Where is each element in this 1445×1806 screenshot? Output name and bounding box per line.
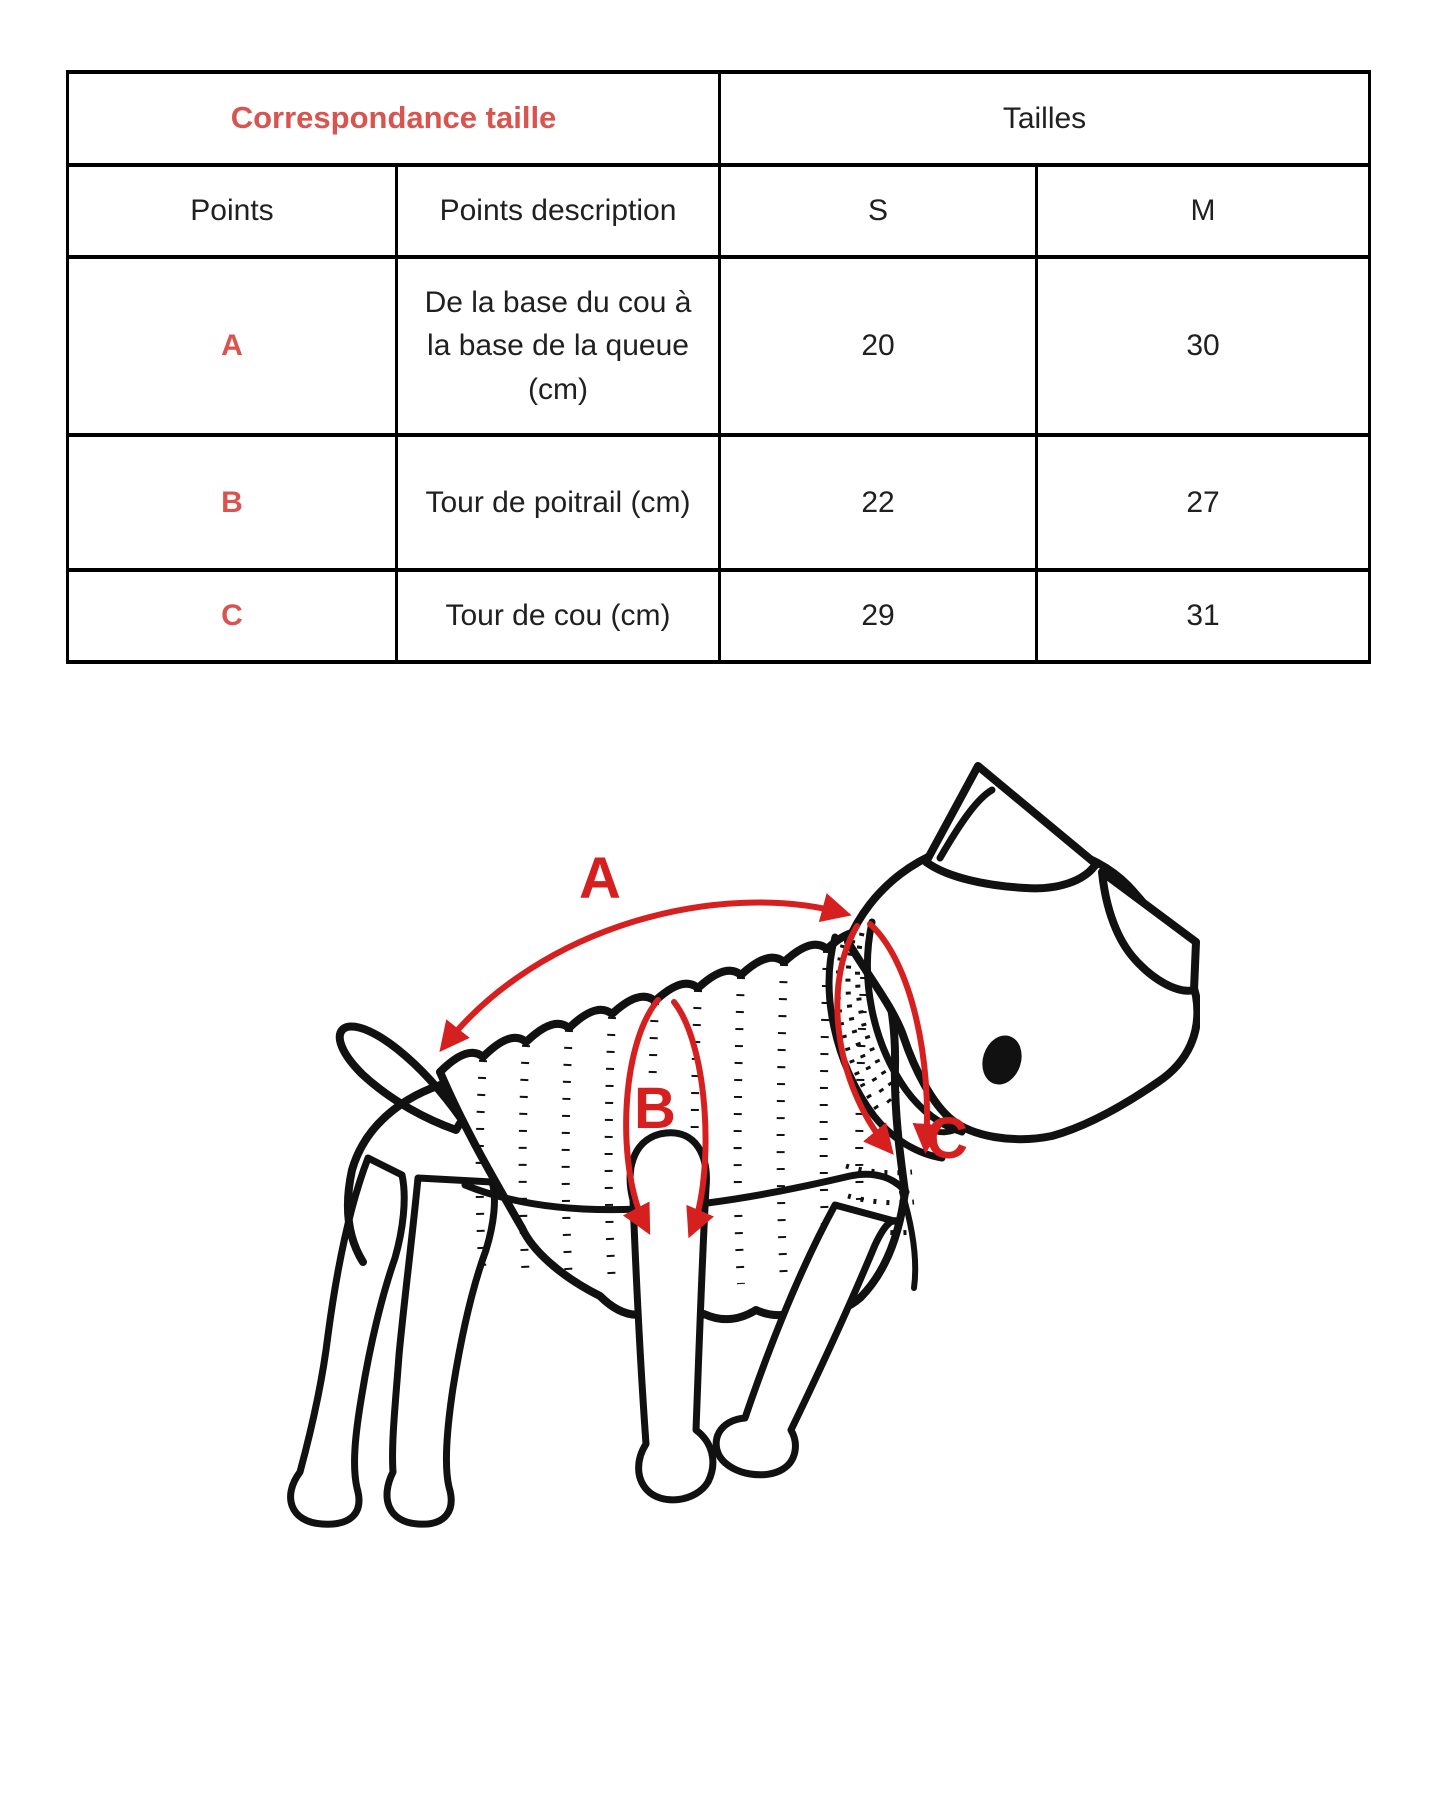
table-row-group-header: [68, 72, 1370, 165]
measure-label-c: C: [926, 1106, 968, 1171]
measure-label-b: B: [634, 1076, 676, 1141]
point-label-c: C: [68, 570, 397, 662]
col-header-description: Points description: [397, 165, 720, 257]
value-c-m: 31: [1037, 570, 1370, 662]
group-title-left: Correspondance taille: [68, 72, 720, 165]
point-description-c: Tour de cou (cm): [397, 570, 720, 662]
point-description-b: Tour de poitrail (cm): [397, 435, 720, 570]
point-label-a: A: [68, 257, 397, 435]
value-b-s: 22: [720, 435, 1037, 570]
table-row-column-headers: [68, 165, 1370, 257]
value-b-m: 27: [1037, 435, 1370, 570]
value-a-m: 30: [1037, 257, 1370, 435]
value-a-s: 20: [720, 257, 1037, 435]
dog-ear-top: [926, 766, 1096, 888]
table-row: [68, 435, 1370, 570]
table-row: [68, 570, 1370, 662]
col-header-size-s: S: [720, 165, 1037, 257]
point-description-a: De la base du cou à la base de la queue (cm): [397, 257, 720, 435]
col-header-size-m: M: [1037, 165, 1370, 257]
size-table: [66, 70, 1371, 664]
dog-measurement-diagram: [250, 730, 1200, 1590]
value-c-s: 29: [720, 570, 1037, 662]
table-row: [68, 257, 1370, 435]
vest-bib-seam: [902, 1192, 915, 1288]
measure-label-a: A: [579, 846, 621, 911]
point-label-b: B: [68, 435, 397, 570]
group-title-right: Tailles: [720, 72, 1370, 165]
dog-illustration: [250, 730, 1200, 1590]
col-header-points: Points: [68, 165, 397, 257]
